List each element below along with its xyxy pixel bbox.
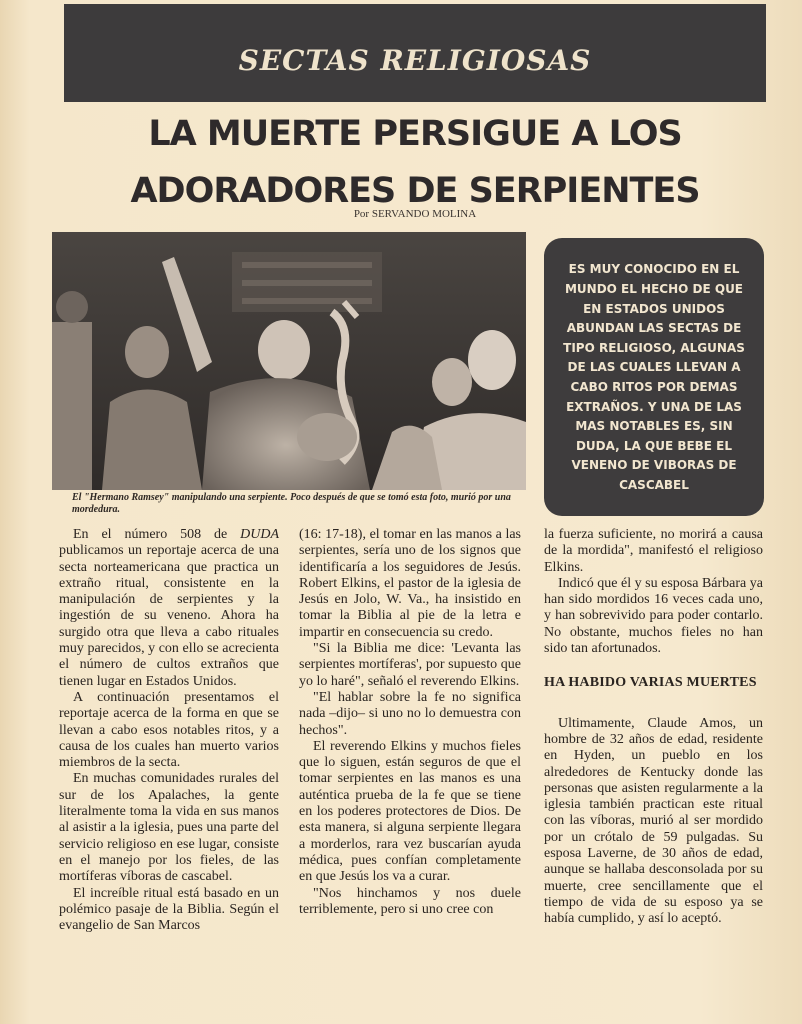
section-title: SECTAS RELIGIOSAS (238, 43, 592, 77)
article-column-2 (299, 527, 521, 918)
paragraph: El reverendo Elkins y muchos fieles que lo siguen, están seguros de que el tomar serpientes en las manos es una auténtica prueba de la fe que se tiene en los poderes protectores de Dios. De esta manera, si alguna serpiente llegara a morderlos, rara vez buscarían ayuda médica, pues confían completamente en que Jesús los va a curar. (299, 738, 521, 885)
headline-line-2: ADORADORES DE SERPIENTES (130, 171, 700, 211)
paragraph: "Nos hinchamos y nos duele terriblemente, pero si uno cree con (299, 885, 521, 917)
paragraph: A continuación presentamos el reportaje acerca de la forma en que se llevan a cabo esos notables ritos, y a causa de los cuales han muerto varios miembros de la secta. (59, 689, 279, 771)
paragraph: (16: 17-18), el tomar en las manos a las serpientes, sería uno de los signos que identificaría a los seguidores de Jesús. Robert Elkins, el pastor de la iglesia de Jesús en Jolo, W. Va., ha insistido en tomar la Biblia al pie de la letra e impartir en consecuencia su credo. (299, 527, 521, 640)
paragraph: Indicó que él y su esposa Bárbara ya han sido mordidos 16 veces cada uno, y han sobrevivido para poder contarlo. No obstante, muchos fieles no han sido tan afortunados. (544, 575, 763, 657)
magazine-name: DUDA (240, 527, 279, 542)
article-column-1 (59, 527, 279, 934)
photo-illustration (52, 232, 526, 490)
paragraph-text: publicamos un reportaje acerca de una secta norteamericana que practica un extraño ritual, consistente en la manipulación de serpientes y la ingestión de su veneno. Ahora ha surgido otra que lleva a cabo rituales muy parecidos, y con ello se acrecienta el número de cultos extraños que tienen lugar en Estados Unidos. (59, 543, 279, 689)
paragraph (59, 527, 279, 690)
paragraph: "El hablar sobre la fe no significa nada –dijo– si uno no lo demuestra con hechos". (299, 689, 521, 738)
headline-line-1: LA MUERTE PERSIGUE A LOS (148, 114, 682, 154)
paragraph: En muchas comunidades rurales del sur de los Apalaches, la gente literalmente toma la vida en sus manos al asistir a la iglesia, pues una parte del servicio religioso en ese lugar, consiste en el manejo por los fieles, de las mortíferas víboras de cascabel. (59, 771, 279, 885)
paragraph-text: En el número 508 de (73, 527, 241, 542)
article-photo (52, 232, 526, 490)
paragraph: Ultimamente, Claude Amos, un hombre de 32 años de edad, residente en Hyden, un pueblo en los alrededores de Kentucky donde las personas que asisten regularmente a la iglesia también practican este ritual con las víboras, murió al ser mordido por un crótalo de 59 pulgadas. Su esposa Laverne, de 30 años de edad, aunque se hallaba desconsolada por su muerte, cree sencillamente que el tiempo de vida de su esposo ya se había cumplido, y así lo aceptó. (544, 715, 763, 927)
paragraph: la fuerza suficiente, no morirá a causa de la mordida", manifestó el religioso Elkins. (544, 527, 763, 575)
byline: Por SERVANDO MOLINA (353, 208, 477, 220)
pull-quote-text: ES MUY CONOCIDO EN EL MUNDO EL HECHO DE QUE EN ESTADOS UNIDOS ABUNDAN LAS SECTAS DE TIPO RELIGIOSO, ALGUNAS DE LAS CUALES LLEVAN A CABO RITOS POR DEMAS EXTRAÑOS. Y UNA DE LAS MAS NOTABLES ES, SIN DUDA, LA QUE BEBE EL VENENO DE VIBORAS DE CASCABEL (563, 262, 745, 492)
paragraph: "Si la Biblia me dice: 'Levanta las serpientes mortíferas', por supuesto que yo lo haré", señaló el reverendo Elkins. (299, 641, 521, 689)
pull-quote-box (544, 238, 764, 516)
article-headline (70, 106, 760, 220)
section-banner (64, 4, 766, 102)
article-column-3 (544, 527, 763, 928)
photo-caption: El "Hermano Ramsey" manipulando una serpiente. Poco después de que se tomó esta foto, murió por una mordedura. (72, 492, 511, 515)
paragraph: El increíble ritual está basado en un polémico pasaje de la Biblia. Según el evangelio de San Marcos (59, 885, 279, 934)
section-subheading: HA HABIDO VARIAS MUERTES (544, 675, 757, 691)
